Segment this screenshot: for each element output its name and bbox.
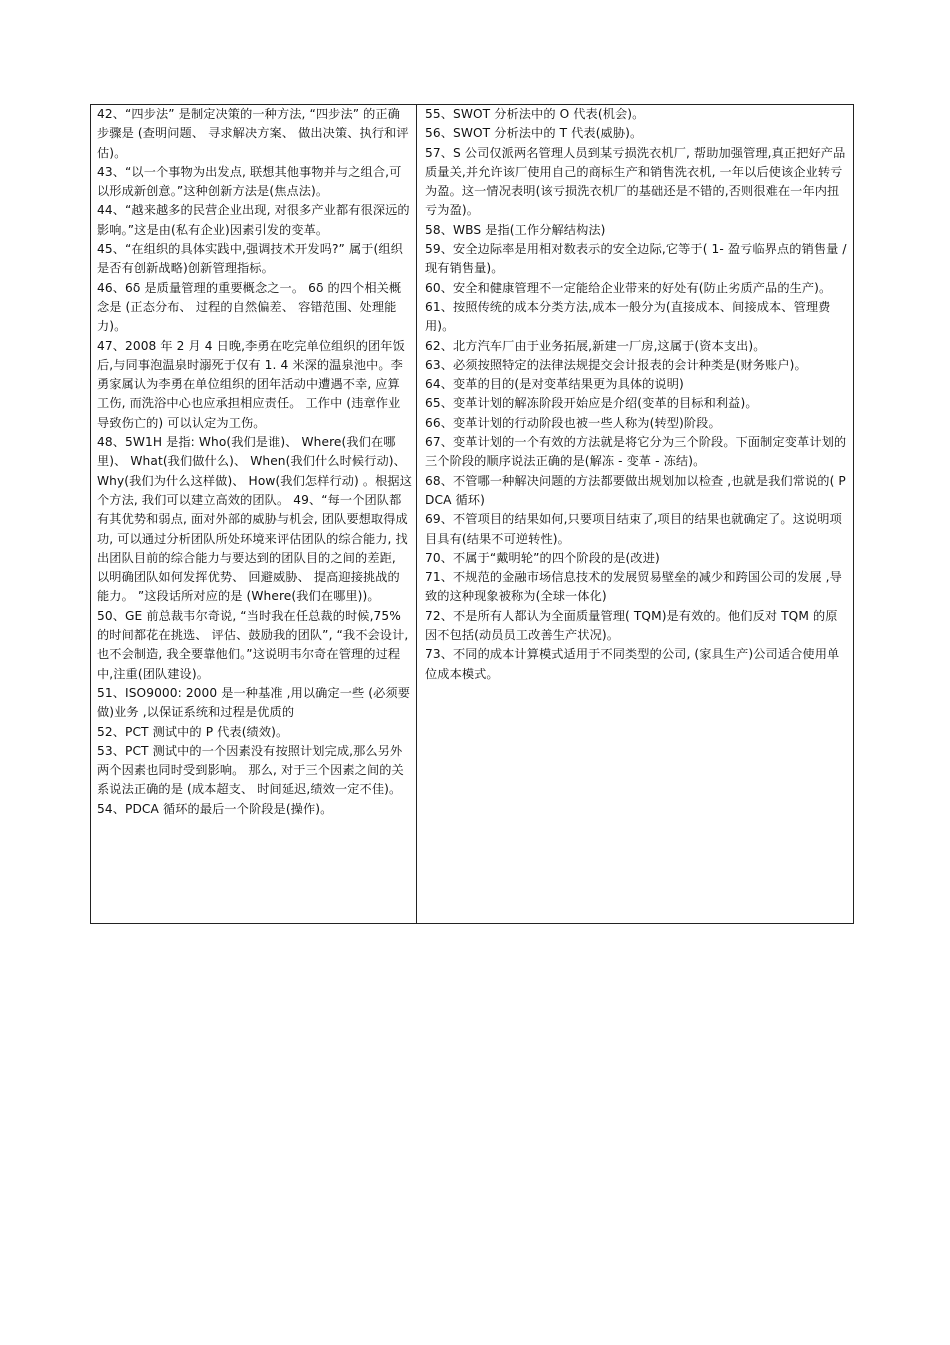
question-50: 50、GE 前总裁韦尔奇说, “当时我在任总裁的时候,75%的时间都花在挑选、 评估、鼓励我的团队”, “我不会设计, 也不会制造, 我全要靠他们。”这说明韦尔奇在管理的过程中,注重(团队建设)。 [97, 608, 409, 681]
question-42: 42、“四步法” 是制定决策的一种方法, “四步法” 的正确步骤是 (查明问题、 寻求解决方案、 做出决策、执行和评估)。 [97, 107, 409, 160]
question-52: 52、PCT 测试中的 P 代表(绩效)。 [97, 724, 289, 739]
question-63: 63、必须按照特定的法律法规提交会计报表的会计种类是(财务账户)。 [425, 357, 807, 372]
question-59: 59、安全边际率是用相对数表示的安全边际,它等于( 1- 盈亏临界点的销售量 / 现有销售量)。 [425, 242, 847, 276]
question-72: 72、不是所有人都认为全面质量管理( TQM)是有效的。他们反对 TQM 的原因不包括(动员员工改善生产状况)。 [425, 608, 838, 643]
question-67: 67、变革计划的一个有效的方法就是将它分为三个阶段。下面制定变革计划的三个阶段的顺序说法正确的是(解冻 - 变革 - 冻结)。 [425, 435, 847, 469]
qa-table [90, 104, 854, 924]
question-65: 65、变革计划的解冻阶段开始应是介绍(变革的目标和利益)。 [425, 396, 758, 411]
right-column [417, 105, 853, 923]
question-69: 69、不管项目的结果如何,只要项目结束了,项目的结果也就确定了。这说明项目具有(结果不可逆转性)。 [425, 512, 842, 546]
question-58: 58、WBS 是指(工作分解结构法) [425, 222, 606, 237]
question-70: 70、不属于“戴明轮”的四个阶段的是(改进) [425, 550, 660, 565]
question-46: 46、6δ 是质量管理的重要概念之一。 6δ 的四个相关概念是 (正态分布、 过程的自然偏差、 容错范围、处理能力)。 [97, 280, 402, 334]
question-47: 47、2008 年 2 月 4 日晚,李勇在吃完单位组织的团年饭后,与同事泡温泉时溺死于仅有 1. 4 米深的温泉池中。李勇家属认为李勇在单位组织的团年活动中遭遇不幸, 应算工伤, 而洗浴中心也应承担相应责任。 工作中 (违章作业导致伤亡的) 可以认定为工伤。 [97, 338, 405, 430]
question-55: 55、SWOT 分析法中的 O 代表(机会)。 [425, 107, 645, 121]
question-64: 64、变革的目的(是对变革结果更为具体的说明) [425, 377, 684, 392]
question-68: 68、不管哪一种解决问题的方法都要做出规划加以检查 ,也就是我们常说的( PDCA 循环) [425, 473, 846, 507]
question-51: 51、ISO9000: 2000 是一种基准 ,用以确定一些 (必须要做)业务 ,以保证系统和过程是优质的 [97, 685, 411, 720]
left-column [91, 105, 417, 923]
question-60: 60、安全和健康管理不一定能给企业带来的好处有(防止劣质产品的生产)。 [425, 280, 832, 295]
question-53: 53、PCT 测试中的一个因素没有按照计划完成,那么另外两个因素也同时受到影响。 那么, 对于三个因素之间的关系说法正确的是 (成本超支、 时间延迟,绩效一定不佳)。 [97, 743, 404, 797]
question-56: 56、SWOT 分析法中的 T 代表(威胁)。 [425, 126, 643, 141]
question-44: 44、“越来越多的民营企业出现, 对很多产业都有很深远的影响。”这是由(私有企业)因素引发的变革。 [97, 203, 410, 237]
question-61: 61、按照传统的成本分类方法,成本一般分为(直接成本、间接成本、管理费用)。 [425, 299, 831, 334]
question-62: 62、北方汽车厂由于业务拓展,新建一厂房,这属于(资本支出)。 [425, 338, 766, 353]
question-57: 57、S 公司仅派两名管理人员到某亏损洗衣机厂, 帮助加强管理,真正把好产品质量关,并允许该厂使用自己的商标生产和销售洗衣机, 一年以后使该企业转亏为盈。这一情况表明(该亏损洗衣机厂的基础还是不错的,否则很难在一年内扭亏为盈)。 [425, 145, 846, 218]
question-48-49: 48、5W1H 是指: Who(我们是谁)、 Where(我们在哪里)、 What(我们做什么)、 When(我们什么时候行动)、 Why(我们为什么这样做)、 How(我们怎样行动) 。根据这个方法, 我们可以建立高效的团队。 49、“每一个团队都有其优势和弱点, 面对外部的威胁与机会, 团队要想取得成功, 可以通过分析团队所处环境来评估团队的综合能力, 找出团队目前的综合能力与要达到的团队目的之间的差距, 以明确团队如何发挥优势、 回避威胁、 提高迎接挑战的能力。 ”这段话所对应的是 (Where(我们在哪里))。 [97, 435, 413, 604]
question-54: 54、PDCA 循环的最后一个阶段是(操作)。 [97, 801, 333, 816]
question-43: 43、“以一个事物为出发点, 联想其他事物并与之组合,可以形成新创意。”这种创新方法是(焦点法)。 [97, 164, 402, 199]
question-73: 73、不同的成本计算模式适用于不同类型的公司, (家具生产)公司适合使用单位成本模式。 [425, 647, 840, 681]
question-66: 66、变革计划的行动阶段也被一些人称为(转型)阶段。 [425, 415, 721, 430]
question-45: 45、“在组织的具体实践中,强调技术开发吗?” 属于(组织是否有创新战略)创新管理指标。 [97, 242, 403, 276]
question-71: 71、不规范的金融市场信息技术的发展贸易壁垒的减少和跨国公司的发展 ,导致的这种现象被称为(全球一体化) [425, 570, 842, 604]
